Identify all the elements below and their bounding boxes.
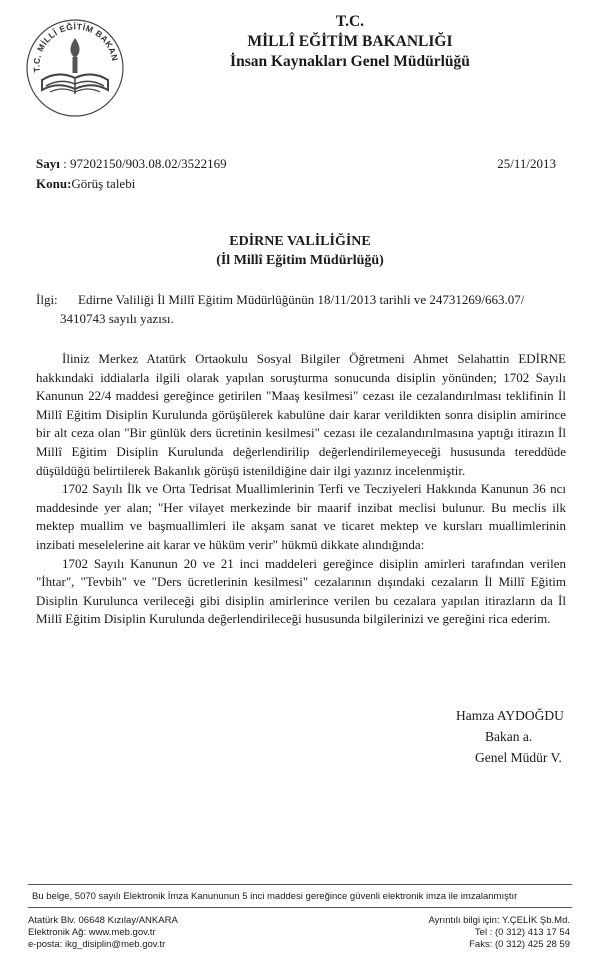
konu-label: Konu: — [36, 176, 72, 191]
body-paragraph-1: İliniz Merkez Atatürk Ortaokulu Sosyal Bilgiler Öğretmeni Ahmet Selahattin EDİRNE hakkındaki iddialarla ilgili olarak yapılan soruşturma sonucunda disiplin yönünden; 1702 Sayılı Kanunun 22/4 maddesi gereğince getirilen "Maaş kesilmesi" cezası ile cezalandırılması teklifinin İl Millî Eğitim Disiplin Kurulunda görüşülerek kabulüne dair karar verildikten sonra disiplin amirince bir alt ceza olan "Bir günlük ders ücretinin kesilmesi" cezası ile cezalandırılmasına yaptığı itirazın İl Millî Eğitim Disiplin Kurulunda değerlendirilip değerlendirilemeyeceği hususunda tereddüde düşüldüğü belirtilerek Bakanlık görüşü istenildiğine dair ilgi yazınız incelenmiştir. — [36, 351, 566, 478]
letter-body — [36, 350, 566, 629]
letterhead — [140, 12, 560, 72]
body-paragraph-3: 1702 Sayılı Kanunun 20 ve 21 inci maddeleri gereğince disiplin amirleri tarafından verilen "İhtar", "Tevbih" ve "Ders ücretlerinin kesilmesi" cezalarının dışındaki cezaların İl Millî Eğitim Disiplin Kurulunca verileceği gibi disiplin amirlerince verilen bu cezalara yapılan itirazların da İl Millî Eğitim Disiplin Kurulunda değerlendirileceği hususunda bilgilerinizi ve gereğini rica ederim. — [36, 555, 566, 627]
header-tc: T.C. — [335, 13, 365, 30]
ilgi-label: İlgi: — [36, 292, 58, 307]
ilgi-reference — [36, 290, 566, 328]
sayi-value: : 97202150/903.08.02/3522169 — [63, 156, 227, 171]
email: e-posta: ikg_disiplin@meb.gov.tr — [28, 939, 166, 950]
website: Elektronik Ağ: www.meb.gov.tr — [28, 927, 156, 938]
header-ministry: MİLLÎ EĞİTİM BAKANLIĞI — [247, 33, 453, 50]
footer-divider-top — [28, 884, 572, 885]
header-department: İnsan Kaynakları Genel Müdürlüğü — [230, 53, 470, 70]
konu-value: Görüş talebi — [71, 176, 136, 191]
recipient — [0, 232, 600, 270]
ministry-emblem-icon — [20, 10, 130, 120]
document-date: 25/11/2013 — [497, 156, 556, 171]
signature-block — [456, 705, 564, 768]
contact-block — [428, 915, 570, 951]
signatory-name: Hamza AYDOĞDU — [456, 708, 564, 723]
e-signature-note: Bu belge, 5070 sayılı Elektronik İmza Kanununun 5 inci maddesi gereğince güvenli elektronik imza ile imzalanmıştır — [32, 891, 518, 902]
phone: Tel : (0 312) 413 17 54 — [474, 927, 570, 938]
address-block — [28, 915, 178, 951]
ilgi-line1: Edirne Valiliği İl Millî Eğitim Müdürlüğünün 18/11/2013 tarihli ve 24731269/663.07/ — [78, 292, 525, 307]
sayi-label: Sayı — [36, 156, 60, 171]
recipient-line2: (İl Millî Eğitim Müdürlüğü) — [216, 253, 384, 268]
ilgi-line2: 3410743 sayılı yazısı. — [60, 311, 174, 326]
subject — [36, 176, 135, 192]
signatory-title: Genel Müdür V. — [475, 750, 562, 765]
signatory-role: Bakan a. — [485, 729, 533, 744]
reference-number — [36, 156, 227, 172]
body-paragraph-2: 1702 Sayılı İlk ve Orta Tedrisat Muallimlerinin Terfi ve Tecziyeleri Hakkında Kanunun 36 ncı maddesinde yer alan; "Her vilayet merkezinde bir maarif inzibat meclisi bulunur. Bu meclis ilk mektep muallim ve başmuallimleri ile akşam sanat ve ticaret mektep ve kursları muallimlerinin inzibati meselelerine ait karar ve hüküm verir" hükmü dikkate alındığında: — [36, 481, 566, 552]
svg-text:T.C. MİLLÎ EĞİTİM BAKANLIĞI: T.C. MİLLÎ EĞİTİM BAKAN — [31, 21, 121, 73]
fax: Faks: (0 312) 425 28 59 — [469, 939, 570, 950]
recipient-line1: EDİRNE VALİLİĞİNE — [229, 234, 371, 249]
contact-person: Ayrıntılı bilgi için: Y.ÇELİK Şb.Md. — [428, 915, 570, 926]
footer-divider-bottom — [28, 907, 572, 908]
address: Atatürk Blv. 06648 Kızılay/ANKARA — [28, 915, 178, 926]
